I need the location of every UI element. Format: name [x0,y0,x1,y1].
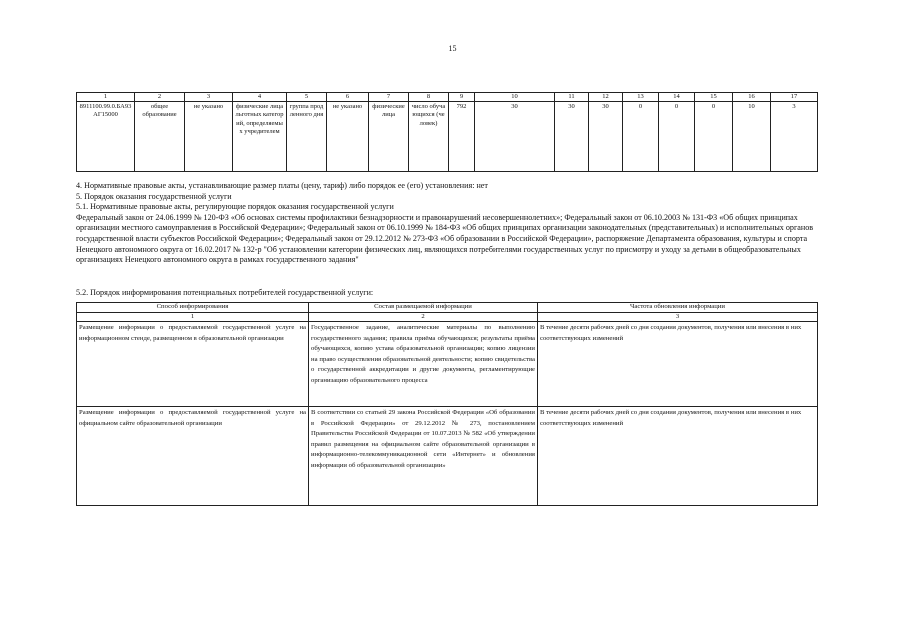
column-number: 13 [623,93,659,102]
table-cell: 0 [659,102,695,172]
method-cell: Размещение информации о предоставляемой государственной услуге на информационном стенде, размещенном в образовательной организации [77,322,309,407]
table-cell: общее образование [135,102,185,172]
table-header-row [77,303,818,313]
paragraph-informing: 5.2. Порядок информирования потенциальных потребителей государственной услуги: [76,288,374,297]
table-cell: 792 [449,102,475,172]
table-row [77,322,818,407]
header-method: Способ информирования [77,303,309,313]
table-cell: физические лица льготных категорий, определяемых учредителем [233,102,287,172]
paragraph-fees: 4. Нормативные правовые акты, устанавливающие размер платы (цену, тариф) либо порядок ее (его) установления: нет [76,181,488,190]
column-number: 14 [659,93,695,102]
column-number: 7 [369,93,409,102]
table-row [77,102,818,172]
column-number: 1 [77,93,135,102]
paragraph-acts-title: 5.1. Нормативные правовые акты, регулирующие порядок оказания государственной услуги [76,202,394,212]
column-number: 16 [733,93,771,102]
column-number: 3 [185,93,233,102]
table-header-row [77,93,818,102]
content-cell: В соответствии со статьей 29 закона Российской Федерации «Об образовании в Российской Федерации» от 29.12.2012 № 273, постановлением Правительства Российской Федерации от 10.07.2013 № 582 «Об утверждении правил размещения на официальном сайте образовательной организации в информационно-телекоммуникационной сети «Интернет» и обновления информации об образовательной организации» [309,407,538,506]
table-cell: 0 [623,102,659,172]
paragraph-acts-body: Федеральный закон от 24.06.1999 № 120-ФЗ «Об основах системы профилактики безнадзорности и правонарушений несовершеннолетних»; Федеральный закон от 06.10.2003 № 131-ФЗ «Об общих принципах организации местного самоуправления в Российской Федерации»; Федеральный закон от 06.10.1999 № 184-ФЗ «Об общих принципах организации законодательных (представительных) и исполнительных органов государственной власти субъектов Российской Федерации»; Федеральный закон от 29.12.2012 № 273-ФЗ «Об образовании в Российской Федерации», распоряжение Департамента образования, культуры и спорта Ненецкого автономного округа от 16.02.2017 № 132-р "Об установлении категории физических лиц, являющихся потребителями государственных услуг по присмотру и уходу за детьми в общеобразовательных организациях Ненецкого автономного округа в рамках государственного задания" [76,212,814,265]
table-cell: 8911100.99.0.БА93АГ15000 [77,102,135,172]
table-cell: 0 [695,102,733,172]
frequency-cell: В течение десяти рабочих дней со дня создания документов, получения или внесения в них соответствующих изменений [538,407,818,506]
column-number: 6 [327,93,369,102]
frequency-cell: В течение десяти рабочих дней со дня создания документов, получения или внесения в них соответствующих изменений [538,322,818,407]
column-number: 5 [287,93,327,102]
table-number-row [77,312,818,322]
column-number: 12 [589,93,623,102]
table-cell: 3 [771,102,818,172]
column-number: 1 [77,312,309,322]
column-number: 4 [233,93,287,102]
table-cell: не указано [185,102,233,172]
informing-table [76,302,818,506]
header-frequency: Частота обновления информации [538,303,818,313]
table-cell: 30 [475,102,555,172]
table-cell: группа продленного дня [287,102,327,172]
table-cell: не указано [327,102,369,172]
table-cell: 30 [589,102,623,172]
indicators-table [76,92,818,172]
regulations-section [76,181,821,266]
column-number: 9 [449,93,475,102]
table-row [77,407,818,506]
method-cell: Размещение информации о предоставляемой государственной услуге на официальном сайте образовательной организации [77,407,309,506]
column-number: 2 [135,93,185,102]
table-cell: физические лица [369,102,409,172]
table-cell: 30 [555,102,589,172]
column-number: 17 [771,93,818,102]
column-number: 2 [309,312,538,322]
content-cell: Государственное задание, аналитические материалы по выполнению государственного задания; правила приёма обучающихся; результаты приёма обучающихся, копию устава образовательной организации; копию лицензии на право осуществления образовательной деятельности; копию свидетельства о государственной аккредитации и другие документы, регламентирующие организацию образовательного процесса [309,322,538,407]
column-number: 8 [409,93,449,102]
header-content: Состав размещаемой информации [309,303,538,313]
paragraph-procedure: 5. Порядок оказания государственной услуги [76,191,232,201]
column-number: 10 [475,93,555,102]
table-cell: число обучающихся (человек) [409,102,449,172]
column-number: 15 [695,93,733,102]
column-number: 3 [538,312,818,322]
column-number: 11 [555,93,589,102]
table-cell: 10 [733,102,771,172]
page-number: 15 [448,44,457,53]
